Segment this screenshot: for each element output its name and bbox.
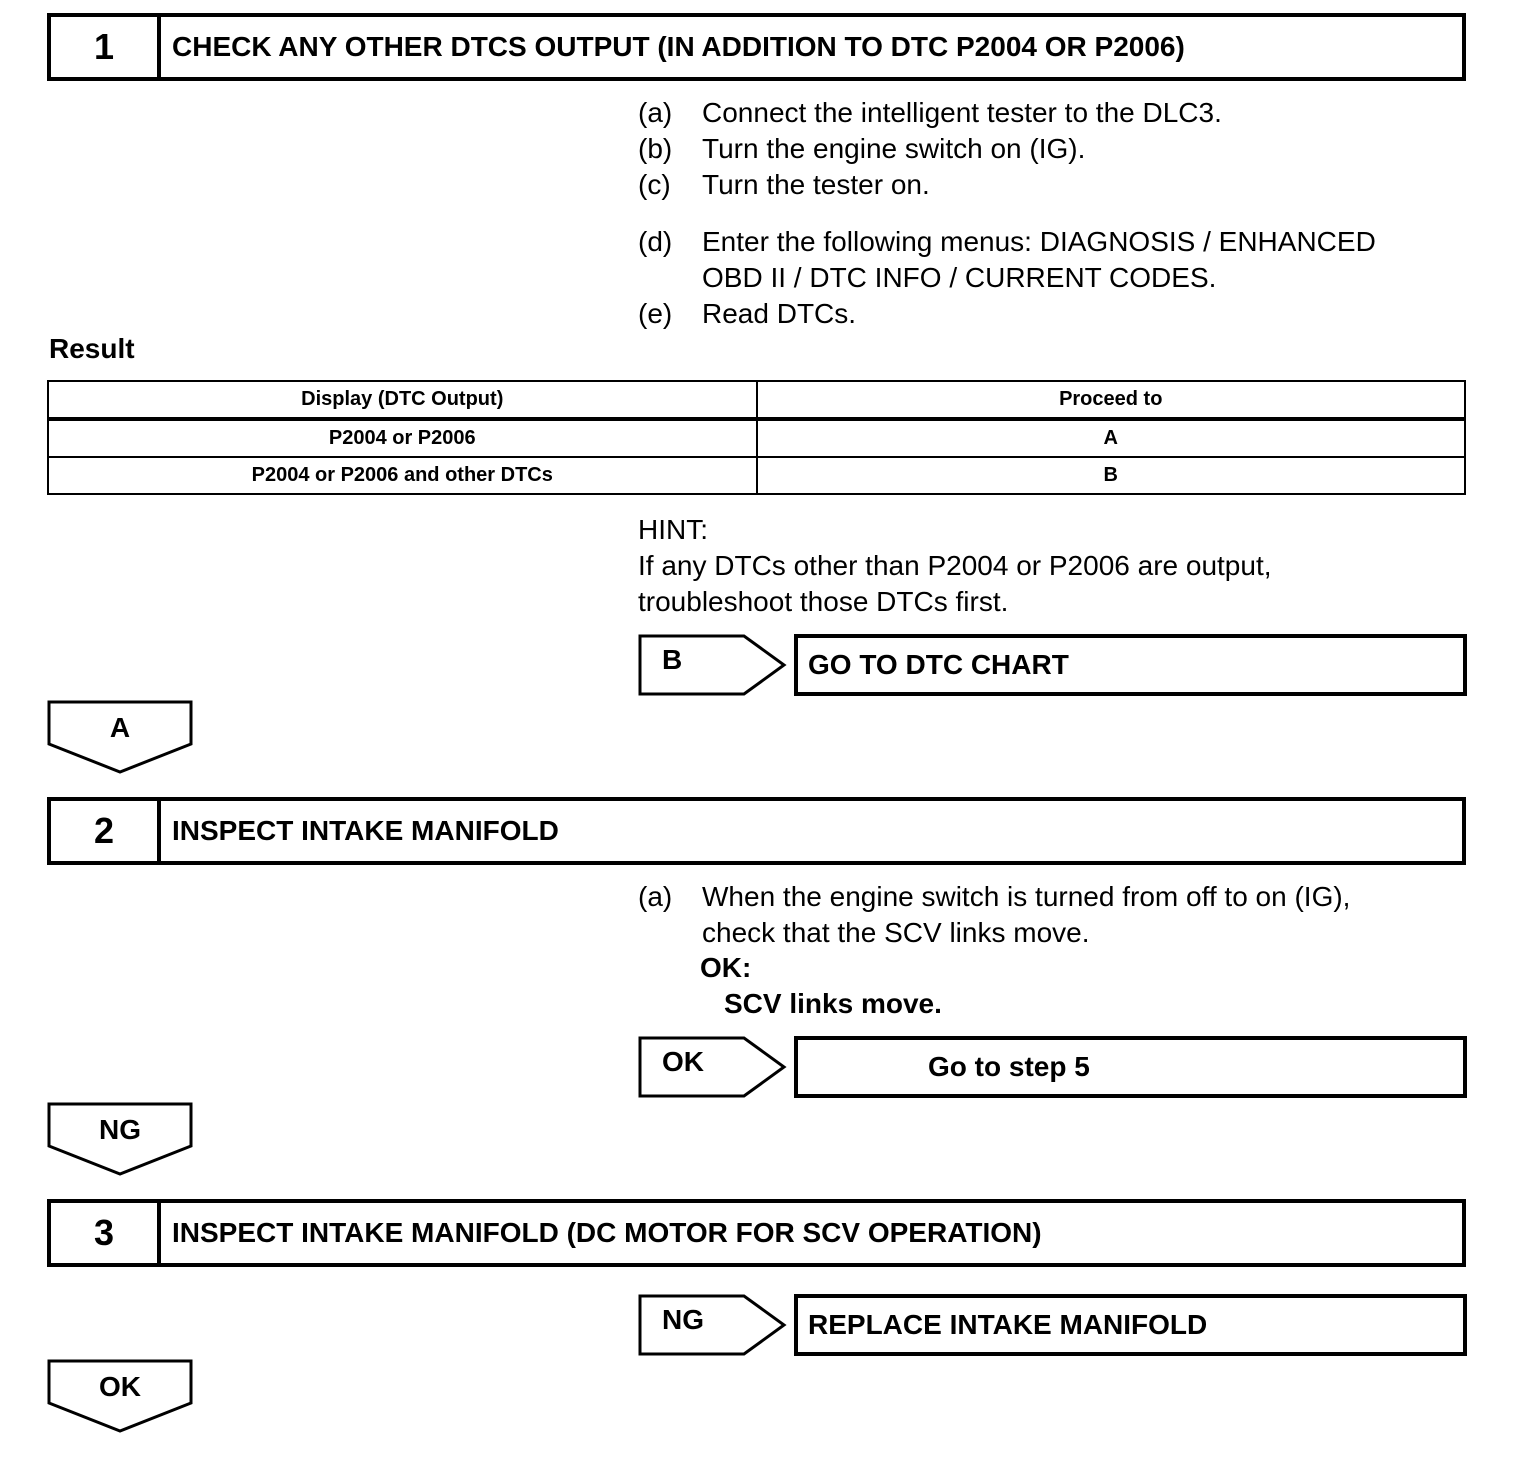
branch-b[interactable] [638,634,1467,696]
hint-label: HINT: [638,514,708,545]
instruction-text-continued: OBD II / DTC INFO / CURRENT CODES. [702,262,1217,293]
table-header-row [48,381,1465,419]
down-arrow-label: A [109,712,131,743]
right-arrow-icon [638,1036,788,1098]
column-header: Proceed to [757,381,1466,419]
instruction-text: Turn the engine switch on (IG). [702,133,1086,164]
step-number: 2 [51,801,161,861]
table-cell: P2004 or P2006 [48,419,757,457]
branch-ok[interactable] [638,1036,1467,1098]
table-cell: A [757,419,1466,457]
step-2-header [47,797,1466,865]
instruction-key: (b) [638,133,673,164]
instruction-item [638,879,1350,951]
instruction-text: Enter the following menus: DIAGNOSIS / ENHANCED [702,226,1376,257]
instruction-item [638,131,1376,167]
instruction-key: (e) [638,298,673,329]
hint-text: If any DTCs other than P2004 or P2006 are output, [638,550,1272,581]
step-1-instructions [638,95,1376,332]
instruction-key: (c) [638,169,671,200]
down-arrow-label: NG [99,1114,141,1145]
step-number: 1 [51,17,161,77]
step-title: CHECK ANY OTHER DTCS OUTPUT (IN ADDITION TO DTC P2004 OR P2006) [172,31,1185,62]
instruction-key: (a) [638,881,673,912]
instruction-key: (a) [638,97,673,128]
ok-condition [700,950,942,1022]
down-arrow-ok[interactable] [47,1359,193,1433]
instruction-item [638,95,1376,131]
right-arrow-icon [638,1294,788,1356]
instruction-item [638,167,1376,203]
ok-text: SCV links move. [724,988,942,1019]
table-cell: B [757,457,1466,494]
down-arrow-a[interactable] [47,700,193,774]
instruction-item [638,224,1376,296]
step-3-header [47,1199,1466,1267]
branch-label: OK [662,1046,704,1077]
instruction-key: (d) [638,226,673,257]
instruction-text-block [702,879,1350,951]
step-1-header [47,13,1466,81]
branch-target[interactable]: Go to step 5 [794,1036,1467,1098]
column-header: Display (DTC Output) [48,381,757,419]
step-number: 3 [51,1203,161,1263]
table-row [48,419,1465,457]
instruction-text: Turn the tester on. [702,169,930,200]
step-title: INSPECT INTAKE MANIFOLD (DC MOTOR FOR SCV OPERATION) [172,1217,1042,1248]
instruction-item [638,296,1376,332]
instruction-text-block [702,224,1376,296]
result-heading: Result [49,333,135,364]
branch-label: NG [662,1304,704,1335]
ok-label: OK: [700,952,752,983]
instruction-text: Read DTCs. [702,298,857,329]
branch-target[interactable]: REPLACE INTAKE MANIFOLD [794,1294,1467,1356]
down-arrow-label: OK [99,1371,141,1402]
hint-block [638,512,1272,620]
instruction-text-continued: check that the SCV links move. [702,917,1090,948]
instruction-text: When the engine switch is turned from off to on (IG), [702,881,1351,912]
branch-ng[interactable] [638,1294,1467,1356]
instruction-text: Connect the intelligent tester to the DLC3. [702,97,1222,128]
branch-label: B [662,644,683,675]
table-row [48,457,1465,494]
down-arrow-ng[interactable] [47,1102,193,1176]
step-title: INSPECT INTAKE MANIFOLD [172,815,559,846]
table-cell: P2004 or P2006 and other DTCs [48,457,757,494]
step-2-instructions [638,879,1350,951]
hint-text-continued: troubleshoot those DTCs first. [638,586,1009,617]
branch-target[interactable]: GO TO DTC CHART [794,634,1467,696]
result-table [47,380,1466,495]
right-arrow-icon [638,634,788,696]
